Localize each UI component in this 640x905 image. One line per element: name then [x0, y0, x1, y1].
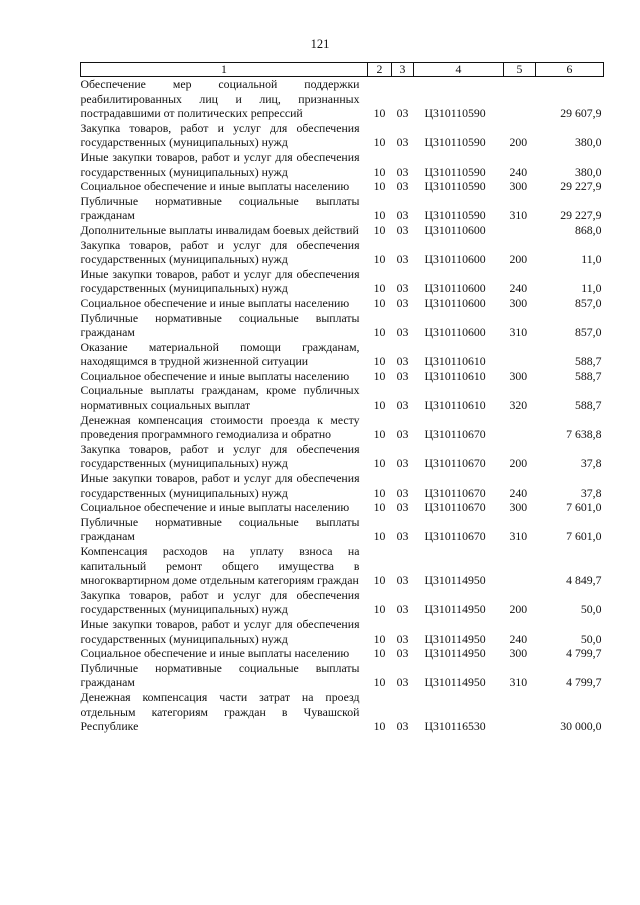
row-description: Иные закупки товаров, работ и услуг для обеспечения государственных (муниципальных) нужд	[80, 471, 360, 500]
subsection-code: 03	[396, 398, 409, 413]
row-description: Социальные выплаты гражданам, кроме публичных нормативных социальных выплат	[80, 383, 360, 413]
expense-type-code: 310	[509, 675, 528, 690]
table-row	[81, 267, 604, 296]
section-code: 10	[373, 631, 386, 646]
amount-value: 29 227,9	[560, 179, 602, 194]
row-description: Оказание материальной помощи гражданам, находящимся в трудной жизненной ситуации	[80, 339, 360, 369]
amount-value: 868,0	[574, 222, 602, 237]
table-row	[81, 340, 604, 369]
amount-value: 588,7	[574, 354, 602, 369]
amount-value: 37,8	[580, 485, 602, 500]
row-description: Социальное обеспечение и иные выплаты населению	[80, 500, 350, 515]
table-row	[81, 238, 604, 267]
expense-type-code: 240	[509, 485, 528, 500]
target-article-code: Ц310110670	[424, 529, 486, 544]
section-code: 10	[373, 368, 386, 383]
table-row	[81, 223, 604, 238]
section-code: 10	[373, 398, 386, 413]
row-description: Закупка товаров, работ и услуг для обеспечения государственных (муниципальных) нужд	[80, 587, 360, 617]
section-code: 10	[373, 325, 386, 340]
expense-type-code	[504, 544, 536, 588]
row-description: Компенсация расходов на уплату взноса на капитальный ремонт общего имущества в многоквартирном доме отдельным категориям граждан	[80, 544, 360, 588]
section-code: 10	[373, 106, 386, 121]
subsection-code: 03	[396, 427, 409, 442]
table-row	[81, 471, 604, 500]
row-description: Социальное обеспечение и иные выплаты населению	[80, 368, 350, 383]
table-row	[81, 544, 604, 588]
amount-value: 7 601,0	[566, 500, 602, 515]
row-description: Социальное обеспечение и иные выплаты населению	[80, 646, 350, 661]
column-header: 6	[536, 63, 604, 77]
expense-type-code: 200	[509, 252, 528, 267]
table-row	[81, 296, 604, 311]
section-code: 10	[373, 427, 386, 442]
table-row	[81, 121, 604, 150]
subsection-code: 03	[396, 106, 409, 121]
amount-value: 50,0	[580, 602, 602, 617]
section-code: 10	[373, 529, 386, 544]
row-description: Иные закупки товаров, работ и услуг для обеспечения государственных (муниципальных) нужд	[80, 149, 360, 179]
table-row	[81, 646, 604, 661]
expense-type-code	[504, 413, 536, 442]
table-row	[81, 194, 604, 223]
amount-value: 50,0	[580, 631, 602, 646]
amount-value: 30 000,0	[560, 719, 602, 734]
subsection-code: 03	[396, 164, 409, 179]
target-article-code: Ц310110590	[424, 164, 486, 179]
target-article-code: Ц310110600	[424, 222, 486, 237]
expense-type-code: 240	[509, 164, 528, 179]
target-article-code: Ц310110600	[424, 281, 486, 296]
target-article-code: Ц310110590	[424, 135, 486, 150]
expense-type-code: 300	[509, 646, 528, 661]
subsection-code: 03	[396, 281, 409, 296]
subsection-code: 03	[396, 500, 409, 515]
section-code: 10	[373, 281, 386, 296]
target-article-code: Ц310116530	[424, 719, 486, 734]
subsection-code: 03	[396, 675, 409, 690]
row-description: Закупка товаров, работ и услуг для обеспечения государственных (муниципальных) нужд	[80, 441, 360, 471]
target-article-code: Ц310110670	[424, 456, 486, 471]
target-article-code: Ц310110610	[424, 368, 486, 383]
amount-value: 29 227,9	[560, 208, 602, 223]
section-code: 10	[373, 646, 386, 661]
expense-type-code: 200	[509, 135, 528, 150]
section-code: 10	[373, 135, 386, 150]
table-row	[81, 442, 604, 471]
section-code: 10	[373, 295, 386, 310]
target-article-code: Ц310110590	[424, 208, 486, 223]
subsection-code: 03	[396, 222, 409, 237]
table-row	[81, 588, 604, 617]
expense-type-code: 300	[509, 179, 528, 194]
expense-type-code: 300	[509, 500, 528, 515]
section-code: 10	[373, 719, 386, 734]
expense-type-code: 300	[509, 295, 528, 310]
column-header: 1	[81, 63, 368, 77]
target-article-code: Ц310110600	[424, 295, 486, 310]
expense-type-code: 200	[509, 602, 528, 617]
subsection-code: 03	[396, 325, 409, 340]
target-article-code: Ц310114950	[424, 602, 486, 617]
row-description: Социальное обеспечение и иные выплаты населению	[80, 179, 350, 194]
expense-type-code: 200	[509, 456, 528, 471]
amount-value: 11,0	[581, 281, 602, 296]
section-code: 10	[373, 500, 386, 515]
target-article-code: Ц310110670	[424, 427, 486, 442]
expense-type-code	[504, 340, 536, 369]
target-article-code: Ц310110590	[424, 179, 486, 194]
subsection-code: 03	[396, 179, 409, 194]
amount-value: 7 638,8	[566, 427, 602, 442]
amount-value: 11,0	[581, 252, 602, 267]
amount-value: 380,0	[574, 135, 602, 150]
expense-type-code	[504, 223, 536, 238]
expense-type-code: 310	[509, 208, 528, 223]
amount-value: 29 607,9	[560, 106, 602, 121]
table-body	[81, 77, 604, 734]
table-row	[81, 77, 604, 121]
table-row	[81, 690, 604, 734]
expense-type-code: 310	[509, 325, 528, 340]
amount-value: 380,0	[574, 164, 602, 179]
section-code: 10	[373, 602, 386, 617]
target-article-code: Ц310110600	[424, 325, 486, 340]
row-description: Денежная компенсация части затрат на проезд отдельным категориям граждан в Чувашской Республике	[80, 689, 360, 734]
amount-value: 37,8	[580, 456, 602, 471]
section-code: 10	[373, 179, 386, 194]
table-row	[81, 150, 604, 179]
target-article-code: Ц310110610	[424, 398, 486, 413]
section-code: 10	[373, 222, 386, 237]
row-description: Дополнительные выплаты инвалидам боевых действий	[80, 222, 359, 237]
section-code: 10	[373, 354, 386, 369]
row-description: Социальное обеспечение и иные выплаты населению	[80, 295, 350, 310]
expense-type-code: 310	[509, 529, 528, 544]
expense-type-code: 300	[509, 368, 528, 383]
target-article-code: Ц310114950	[424, 573, 486, 588]
subsection-code: 03	[396, 368, 409, 383]
target-article-code: Ц310114950	[424, 631, 486, 646]
target-article-code: Ц310110670	[424, 485, 486, 500]
table-row	[81, 500, 604, 515]
amount-value: 7 601,0	[566, 529, 602, 544]
subsection-code: 03	[396, 135, 409, 150]
row-description: Иные закупки товаров, работ и услуг для обеспечения государственных (муниципальных) нужд	[80, 266, 360, 296]
budget-table	[80, 62, 604, 734]
page-number: 121	[310, 37, 330, 51]
target-article-code: Ц310114950	[424, 646, 486, 661]
target-article-code: Ц310110600	[424, 252, 486, 267]
amount-value: 588,7	[574, 398, 602, 413]
section-code: 10	[373, 456, 386, 471]
expense-type-code: 240	[509, 631, 528, 646]
row-description: Публичные нормативные социальные выплаты гражданам	[80, 193, 360, 223]
table-header-row	[81, 63, 604, 77]
amount-value: 857,0	[574, 295, 602, 310]
table-row	[81, 179, 604, 194]
subsection-code: 03	[396, 602, 409, 617]
row-description: Обеспечение мер социальной поддержки реабилитированных лиц и лиц, признанных пострадавшими от политических репрессий	[80, 77, 360, 121]
subsection-code: 03	[396, 456, 409, 471]
subsection-code: 03	[396, 646, 409, 661]
expense-type-code: 240	[509, 281, 528, 296]
column-header: 4	[414, 63, 504, 77]
table-row	[81, 413, 604, 442]
subsection-code: 03	[396, 354, 409, 369]
column-header: 5	[504, 63, 536, 77]
target-article-code: Ц310110670	[424, 500, 486, 515]
amount-value: 4 799,7	[566, 646, 602, 661]
table-row	[81, 661, 604, 690]
column-header: 2	[368, 63, 392, 77]
row-description: Закупка товаров, работ и услуг для обеспечения государственных (муниципальных) нужд	[80, 120, 360, 150]
subsection-code: 03	[396, 573, 409, 588]
table-row	[81, 369, 604, 384]
section-code: 10	[373, 252, 386, 267]
target-article-code: Ц310110610	[424, 354, 486, 369]
target-article-code: Ц310110590	[424, 106, 486, 121]
column-header: 3	[392, 63, 414, 77]
table-row	[81, 383, 604, 412]
row-description: Публичные нормативные социальные выплаты гражданам	[80, 514, 360, 544]
section-code: 10	[373, 164, 386, 179]
section-code: 10	[373, 675, 386, 690]
amount-value: 588,7	[574, 368, 602, 383]
section-code: 10	[373, 208, 386, 223]
section-code: 10	[373, 573, 386, 588]
amount-value: 4 849,7	[566, 573, 602, 588]
amount-value: 857,0	[574, 325, 602, 340]
subsection-code: 03	[396, 631, 409, 646]
subsection-code: 03	[396, 252, 409, 267]
row-description: Закупка товаров, работ и услуг для обеспечения государственных (муниципальных) нужд	[80, 237, 360, 267]
subsection-code: 03	[396, 485, 409, 500]
row-description: Денежная компенсация стоимости проезда к месту проведения программного гемодиализа и обратно	[80, 412, 360, 442]
subsection-code: 03	[396, 719, 409, 734]
target-article-code: Ц310114950	[424, 675, 486, 690]
row-description: Иные закупки товаров, работ и услуг для обеспечения государственных (муниципальных) нужд	[80, 616, 360, 646]
expense-type-code	[504, 690, 536, 734]
table-row	[81, 311, 604, 340]
table-row	[81, 617, 604, 646]
table-row	[81, 515, 604, 544]
subsection-code: 03	[396, 208, 409, 223]
row-description: Публичные нормативные социальные выплаты гражданам	[80, 660, 360, 690]
subsection-code: 03	[396, 529, 409, 544]
subsection-code: 03	[396, 295, 409, 310]
amount-value: 4 799,7	[566, 675, 602, 690]
row-description: Публичные нормативные социальные выплаты гражданам	[80, 310, 360, 340]
section-code: 10	[373, 485, 386, 500]
expense-type-code: 320	[509, 398, 528, 413]
expense-type-code	[504, 77, 536, 121]
